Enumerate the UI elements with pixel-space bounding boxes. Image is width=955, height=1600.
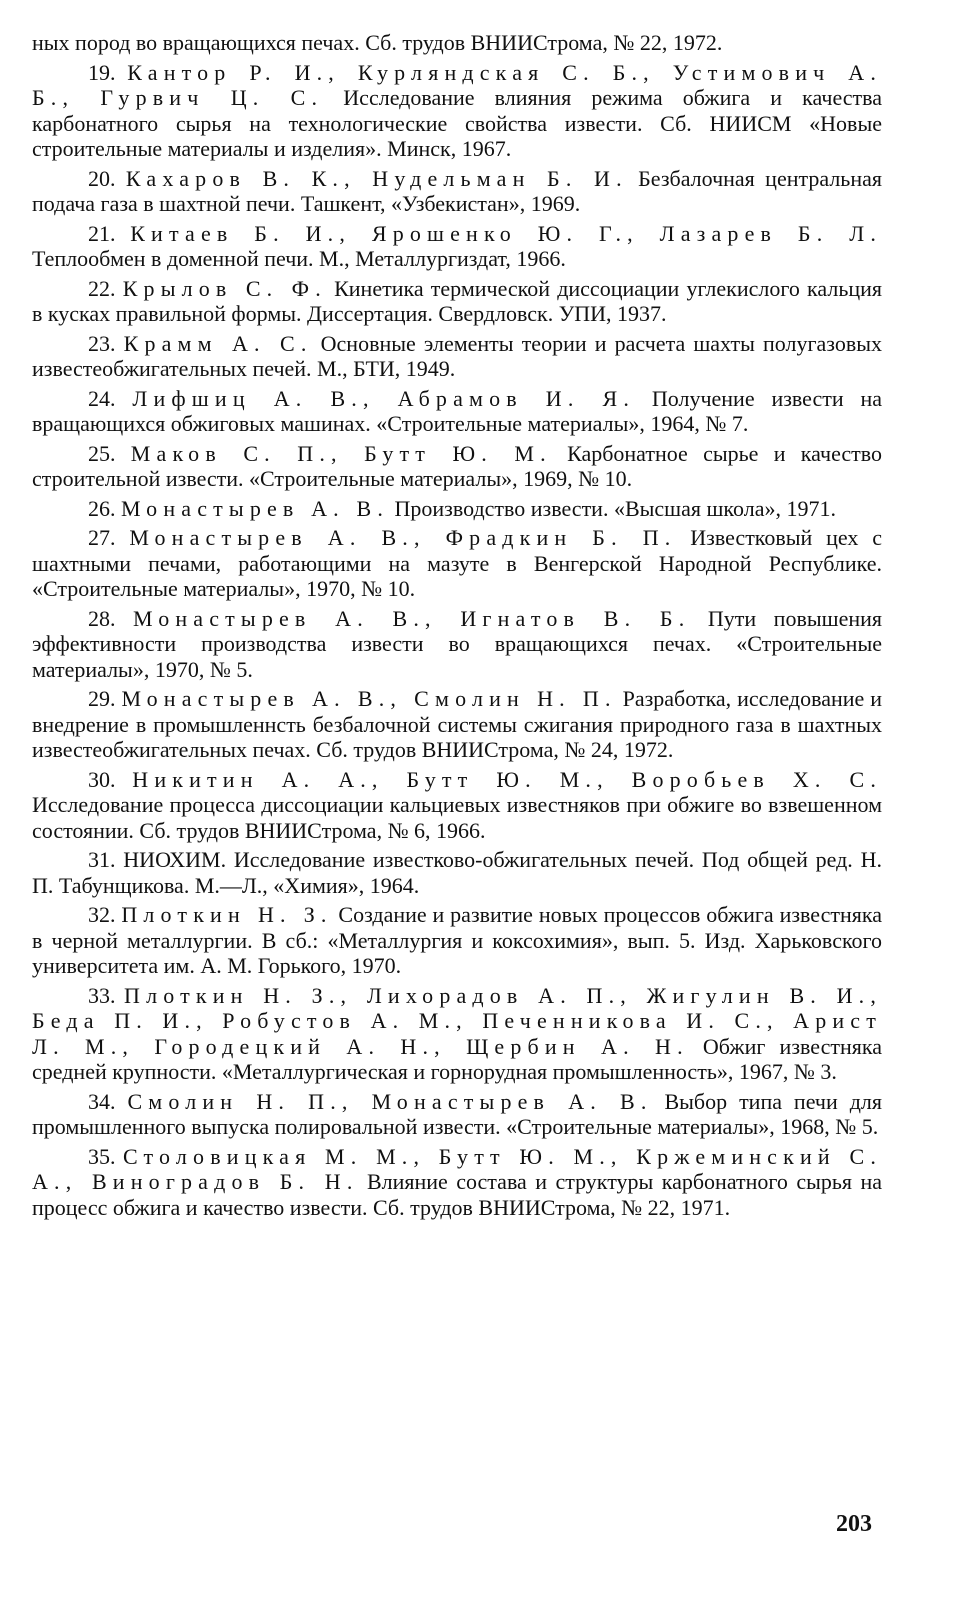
reference-entry	[32, 386, 882, 437]
reference-number: 29.	[88, 686, 116, 711]
reference-authors: Монастырев А. В., Смолин Н. П.	[121, 686, 617, 711]
reference-text: Известковый цех с шахтными печами, работающими на мазуте в Венгерской Народной Республике. «Строительные материалы», 1970, № 10.	[32, 525, 882, 601]
reference-number: 35.	[88, 1143, 116, 1169]
reference-text: Разработка, исследование и внедрение в промышленнсть безбалочной системы сжигания природного газа в шахтных известеобжигательных печах. Сб. трудов ВНИИСтрома, № 24, 1972.	[32, 686, 883, 762]
reference-text: НИОХИМ. Исследование известково-обжигательных печей. Под общей ред. Н. П. Табунщикова. М.—Л., «Химия», 1964.	[32, 847, 882, 898]
reference-number: 26.	[88, 495, 116, 521]
reference-text: Исследование влияния режима обжига и качества карбонатного сырья на технологические свойства извести. Сб. НИИСМ «Новые строительные материалы и изделия». Минск, 1967.	[32, 85, 883, 161]
reference-entry	[32, 496, 882, 522]
reference-number: 30.	[88, 766, 116, 792]
reference-authors: Кахаров В. К., Нудельман Б. И.	[125, 165, 628, 191]
reference-text: Обжиг известняка средней крупности. «Металлургическая и горнорудная промышленность», 1967, № 3.	[32, 1033, 882, 1084]
reference-number: 21.	[88, 220, 116, 246]
reference-authors: Крылов С. Ф.	[122, 275, 327, 301]
reference-entry	[32, 1144, 882, 1221]
reference-number: 34.	[88, 1088, 116, 1114]
reference-number: 31.	[88, 847, 116, 872]
reference-entry	[32, 983, 882, 1085]
reference-text: Карбонатное сырье и качество строительной извести. «Строительные материалы», 1969, № 10.	[32, 440, 883, 491]
reference-authors: Маков С. П., Бутт Ю. М.	[130, 440, 552, 466]
reference-continuation: ных пород во вращающихся печах. Сб. трудов ВНИИСтрома, № 22, 1972.	[32, 30, 723, 55]
reference-entry	[32, 331, 882, 382]
reference-authors: Кантор Р. И., Курляндская С. Б., Устимович А. Б., Гурвич Ц. С.	[32, 59, 883, 110]
reference-authors: Лифшиц А. В., Абрамов И. Я.	[132, 385, 636, 411]
reference-text: Пути повышения эффективности производства извести во вращающихся печах. «Строительные материалы», 1970, № 5.	[32, 605, 882, 682]
reference-number: 19.	[88, 59, 116, 85]
reference-number: 23.	[88, 330, 116, 356]
reference-text: Создание и развитие новых процессов обжига известняка в черной металлургии. В сб.: «Металлургия и коксохимия», вып. 5. Изд. Харьковского университета им. А. М. Горького, 1970.	[32, 902, 882, 978]
reference-authors: Монастырев А. В., Фрадкин Б. П.	[129, 525, 677, 550]
reference-entry	[32, 60, 882, 162]
reference-text: Безбалочная центральная подача газа в шахтной печи. Ташкент, «Узбекистан», 1969.	[32, 165, 882, 216]
reference-text: Получение извести на вращающихся обжиговых машинах. «Строительные материалы», 1964, № 7.	[32, 385, 883, 436]
reference-entry	[32, 221, 882, 272]
reference-authors: Плоткин Н. З., Лихорадов А. П., Жигулин В. И., Беда П. И., Робустов А. М., Печенникова И. С., Арист Л. М., Городецкий А. Н., Щербин А. Н.	[32, 982, 882, 1059]
page-number: 203	[836, 1511, 872, 1537]
reference-authors: Китаев Б. И., Ярошенко Ю. Г., Лазарев Б. Л.	[130, 220, 882, 246]
reference-authors: Смолин Н. П., Монастырев А. В.	[127, 1088, 653, 1114]
reference-number: 24.	[88, 385, 116, 411]
reference-entry	[32, 686, 882, 763]
reference-text: Выбор типа печи для промышленного выпуска полировальной извести. «Строительные материалы», 1968, № 5.	[32, 1088, 882, 1139]
reference-number: 20.	[88, 165, 116, 191]
reference-entry	[32, 767, 882, 844]
reference-authors: Монастырев А. В., Игнатов В. Б.	[133, 605, 691, 631]
reference-authors: Крамм А. С.	[123, 330, 313, 356]
reference-text: Влияние состава и структуры карбонатного сырья на процесс обжига и качество извести. Сб. трудов ВНИИСтрома, № 22, 1971.	[32, 1169, 882, 1220]
reference-entry	[32, 902, 882, 979]
reference-text: Теплообмен в доменной печи. М., Металлургиздат, 1966.	[32, 246, 566, 271]
reference-authors: Столовицкая М. М., Бутт Ю. М., Кржеминский С. А., Виноградов Б. Н.	[32, 1143, 882, 1194]
reference-entry	[32, 1089, 882, 1140]
reference-number: 33.	[88, 982, 116, 1008]
reference-number: 22.	[88, 275, 116, 301]
reference-number: 32.	[88, 902, 116, 927]
reference-authors: Никитин А. А., Бутт Ю. М., Воробьев Х. С.	[132, 766, 883, 792]
reference-authors: Монастырев А. В.	[121, 495, 389, 521]
reference-number: 28.	[88, 605, 116, 631]
reference-list	[32, 30, 882, 1224]
reference-entry	[32, 847, 882, 898]
reference-text: Производство извести. «Высшая школа», 1971.	[394, 495, 836, 521]
reference-number: 25.	[88, 440, 116, 466]
reference-authors: Плоткин Н. З.	[121, 902, 333, 927]
reference-entry	[32, 166, 882, 217]
reference-entry	[32, 606, 882, 683]
reference-text: Основные элементы теории и расчета шахты полугазовых известеобжигательных печей. М., БТИ, 1949.	[32, 330, 883, 381]
reference-entry	[32, 276, 882, 327]
reference-text: Исследование процесса диссоциации кальциевых известняков при обжиге во взвешенном состоянии. Сб. трудов ВНИИСтрома, № 6, 1966.	[32, 792, 882, 843]
reference-number: 27.	[88, 525, 116, 550]
reference-entries	[32, 60, 882, 1221]
reference-text: Кинетика термической диссоциации углекислого кальция в кусках правильной формы. Диссертация. Свердловск. УПИ, 1937.	[32, 275, 883, 326]
reference-entry	[32, 441, 882, 492]
reference-entry	[32, 525, 882, 602]
